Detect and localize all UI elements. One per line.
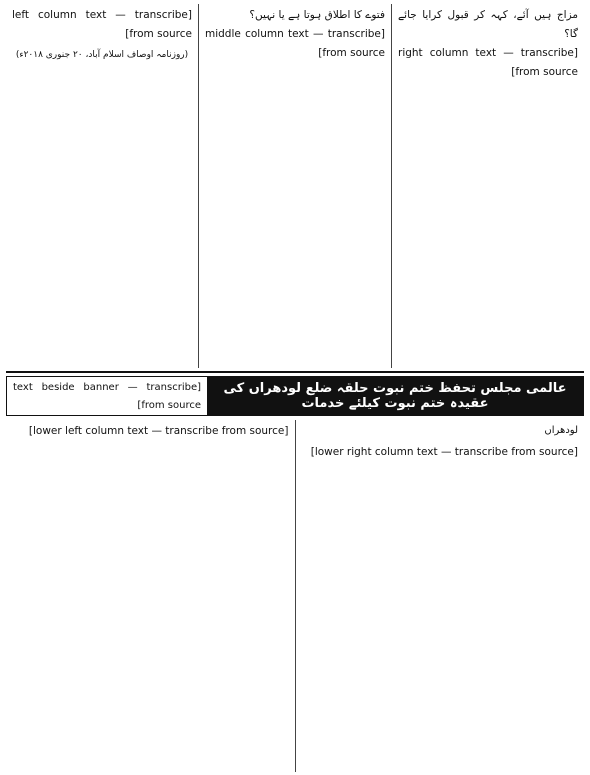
bottom-column-right <box>296 420 585 772</box>
section-divider <box>6 371 584 373</box>
top-column-middle <box>199 4 392 368</box>
bottom-column-left-body: [lower left column text — transcribe from source] <box>28 425 289 437</box>
top-column-left-body: [left column text — transcribe from source] <box>12 9 192 40</box>
headline-banner <box>6 376 584 416</box>
top-column-right <box>392 4 584 368</box>
byline: لودھراں <box>544 425 578 436</box>
top-column-right-heading: مزاج ہیں آئے، کہہ کر قبول کرایا جائے گا؟ <box>398 9 578 40</box>
bottom-column-right-body: [lower right column text — transcribe from source] <box>310 445 578 458</box>
top-section <box>6 4 584 368</box>
headline-side-text: [text beside banner — transcribe from source] <box>13 382 201 411</box>
dateline: (روزنامہ اوصاف اسلام آباد، ۲۰ جنوری ۲۰۱۸ء) <box>15 50 189 60</box>
bottom-section <box>6 420 584 772</box>
top-column-right-body: [right column text — transcribe from source] <box>398 47 578 78</box>
top-column-middle-heading: فتوے کا اطلاق ہوتا ہے یا نہیں؟ <box>249 9 385 21</box>
headline-title: عالمی مجلس تحفظ ختم نبوت حلقہ ضلع لودھراں کی عقیدہ ختم نبوت کیلئے خدمات <box>207 377 583 415</box>
bottom-column-left <box>6 420 296 772</box>
top-column-left <box>6 4 199 368</box>
top-column-middle-body: [middle column text — transcribe from source] <box>205 28 385 59</box>
